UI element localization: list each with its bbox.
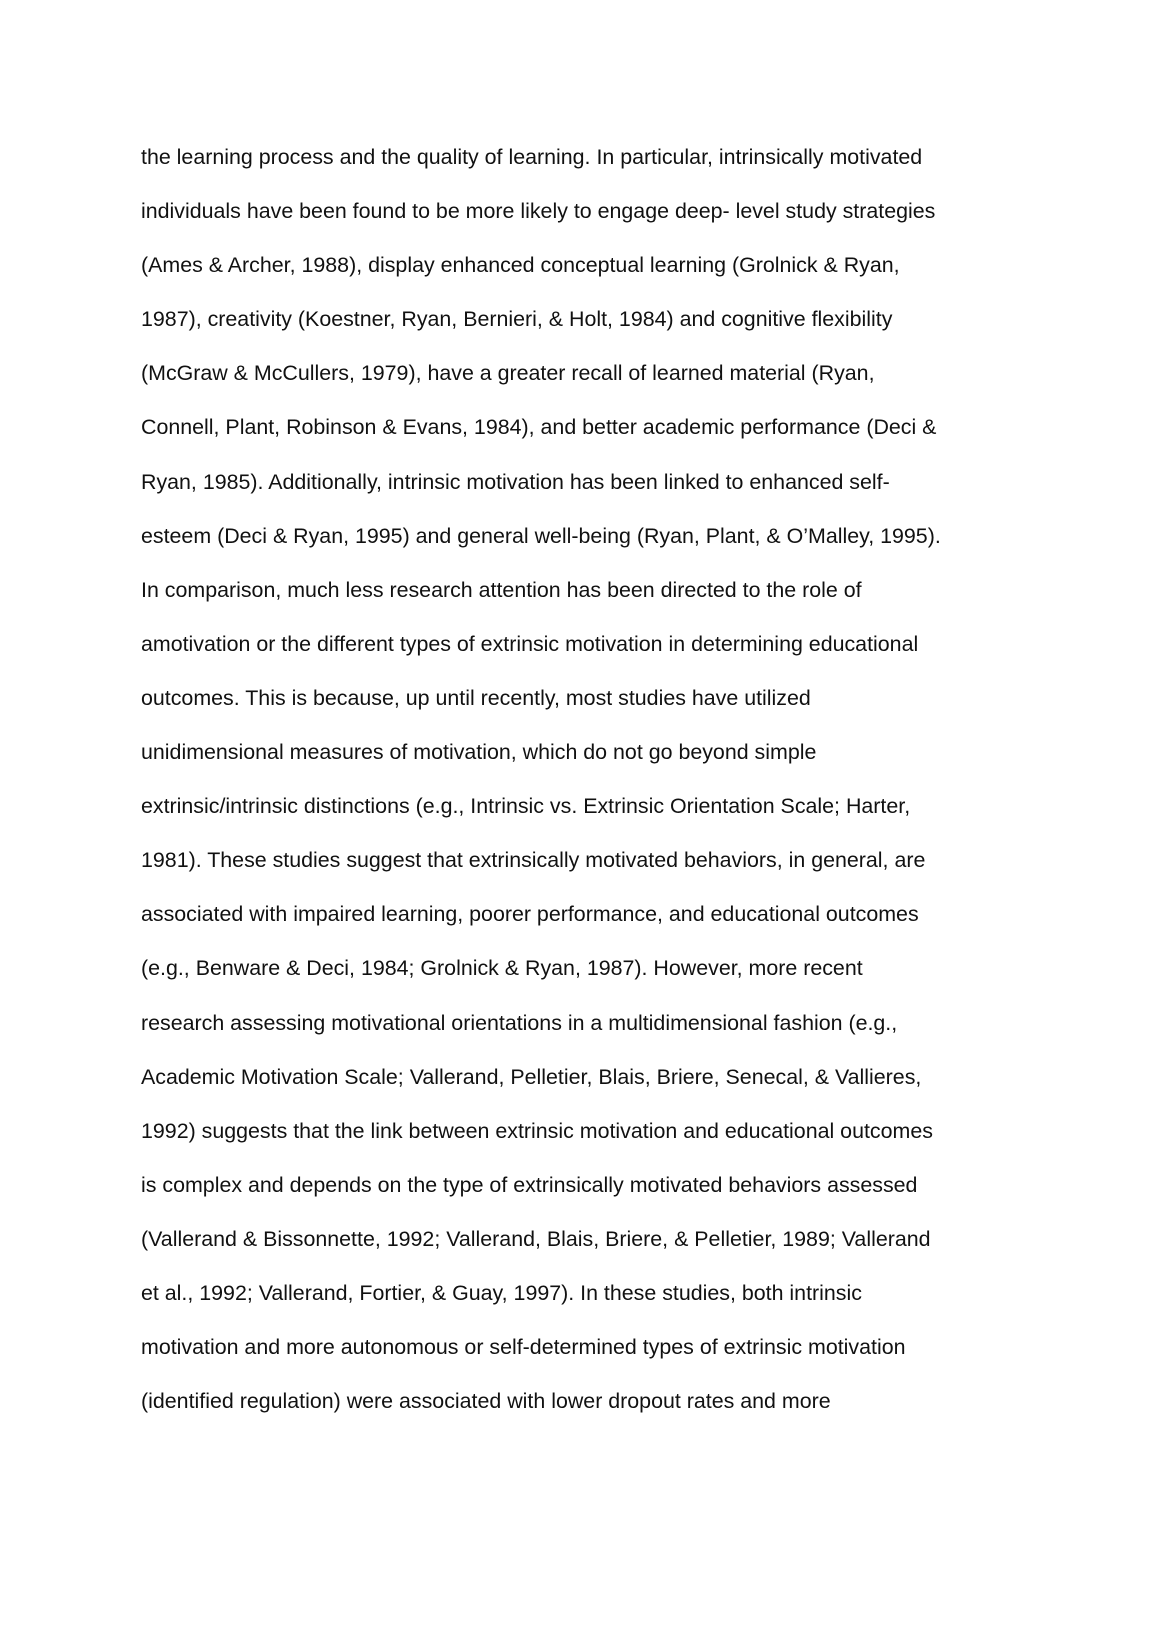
- text-line-9: In comparison, much less research attention has been directed to the role of: [141, 577, 862, 602]
- text-line-22: et al., 1992; Vallerand, Fortier, & Guay, 1997). In these studies, both intrinsic: [141, 1280, 862, 1305]
- text-line-7: Ryan, 1985). Additionally, intrinsic motivation has been linked to enhanced self-: [141, 469, 890, 494]
- text-line-6: Connell, Plant, Robinson & Evans, 1984), and better academic performance (Deci &: [141, 415, 937, 440]
- text-line-20: is complex and depends on the type of extrinsically motivated behaviors assessed: [141, 1172, 918, 1197]
- text-line-24: (identified regulation) were associated with lower dropout rates and more: [141, 1389, 831, 1414]
- text-line-18: Academic Motivation Scale; Vallerand, Pelletier, Blais, Briere, Senecal, & Vallieres,: [141, 1064, 922, 1089]
- body-paragraph: [141, 130, 1041, 1428]
- text-line-19: 1992) suggests that the link between extrinsic motivation and educational outcomes: [141, 1118, 933, 1143]
- text-line-4: 1987), creativity (Koestner, Ryan, Bernieri, & Holt, 1984) and cognitive flexibility: [141, 307, 893, 332]
- text-line-1: the learning process and the quality of learning. In particular, intrinsically motivated: [141, 145, 923, 169]
- text-line-12: unidimensional measures of motivation, which do not go beyond simple: [141, 740, 817, 765]
- text-line-13: extrinsic/intrinsic distinctions (e.g., Intrinsic vs. Extrinsic Orientation Scale; Harter,: [141, 794, 911, 819]
- text-line-16: (e.g., Benware & Deci, 1984; Grolnick & Ryan, 1987). However, more recent: [141, 956, 863, 981]
- text-line-5: (McGraw & McCullers, 1979), have a greater recall of learned material (Ryan,: [141, 361, 875, 386]
- text-line-21: (Vallerand & Bissonnette, 1992; Vallerand, Blais, Briere, & Pelletier, 1989; Vallerand: [141, 1226, 931, 1251]
- text-line-2: individuals have been found to be more likely to engage deep- level study strategies: [141, 199, 936, 224]
- text-line-23: motivation and more autonomous or self-determined types of extrinsic motivation: [141, 1335, 906, 1360]
- text-line-14: 1981). These studies suggest that extrinsically motivated behaviors, in general, are: [141, 848, 926, 873]
- text-line-11: outcomes. This is because, up until recently, most studies have utilized: [141, 685, 811, 710]
- text-line-17: research assessing motivational orientations in a multidimensional fashion (e.g.,: [141, 1010, 898, 1035]
- text-line-15: associated with impaired learning, poorer performance, and educational outcomes: [141, 902, 919, 927]
- text-line-3: (Ames & Archer, 1988), display enhanced conceptual learning (Grolnick & Ryan,: [141, 253, 900, 278]
- text-line-8: esteem (Deci & Ryan, 1995) and general well-being (Ryan, Plant, & O’Malley, 1995).: [141, 523, 941, 548]
- text-line-10: amotivation or the different types of extrinsic motivation in determining educational: [141, 631, 919, 656]
